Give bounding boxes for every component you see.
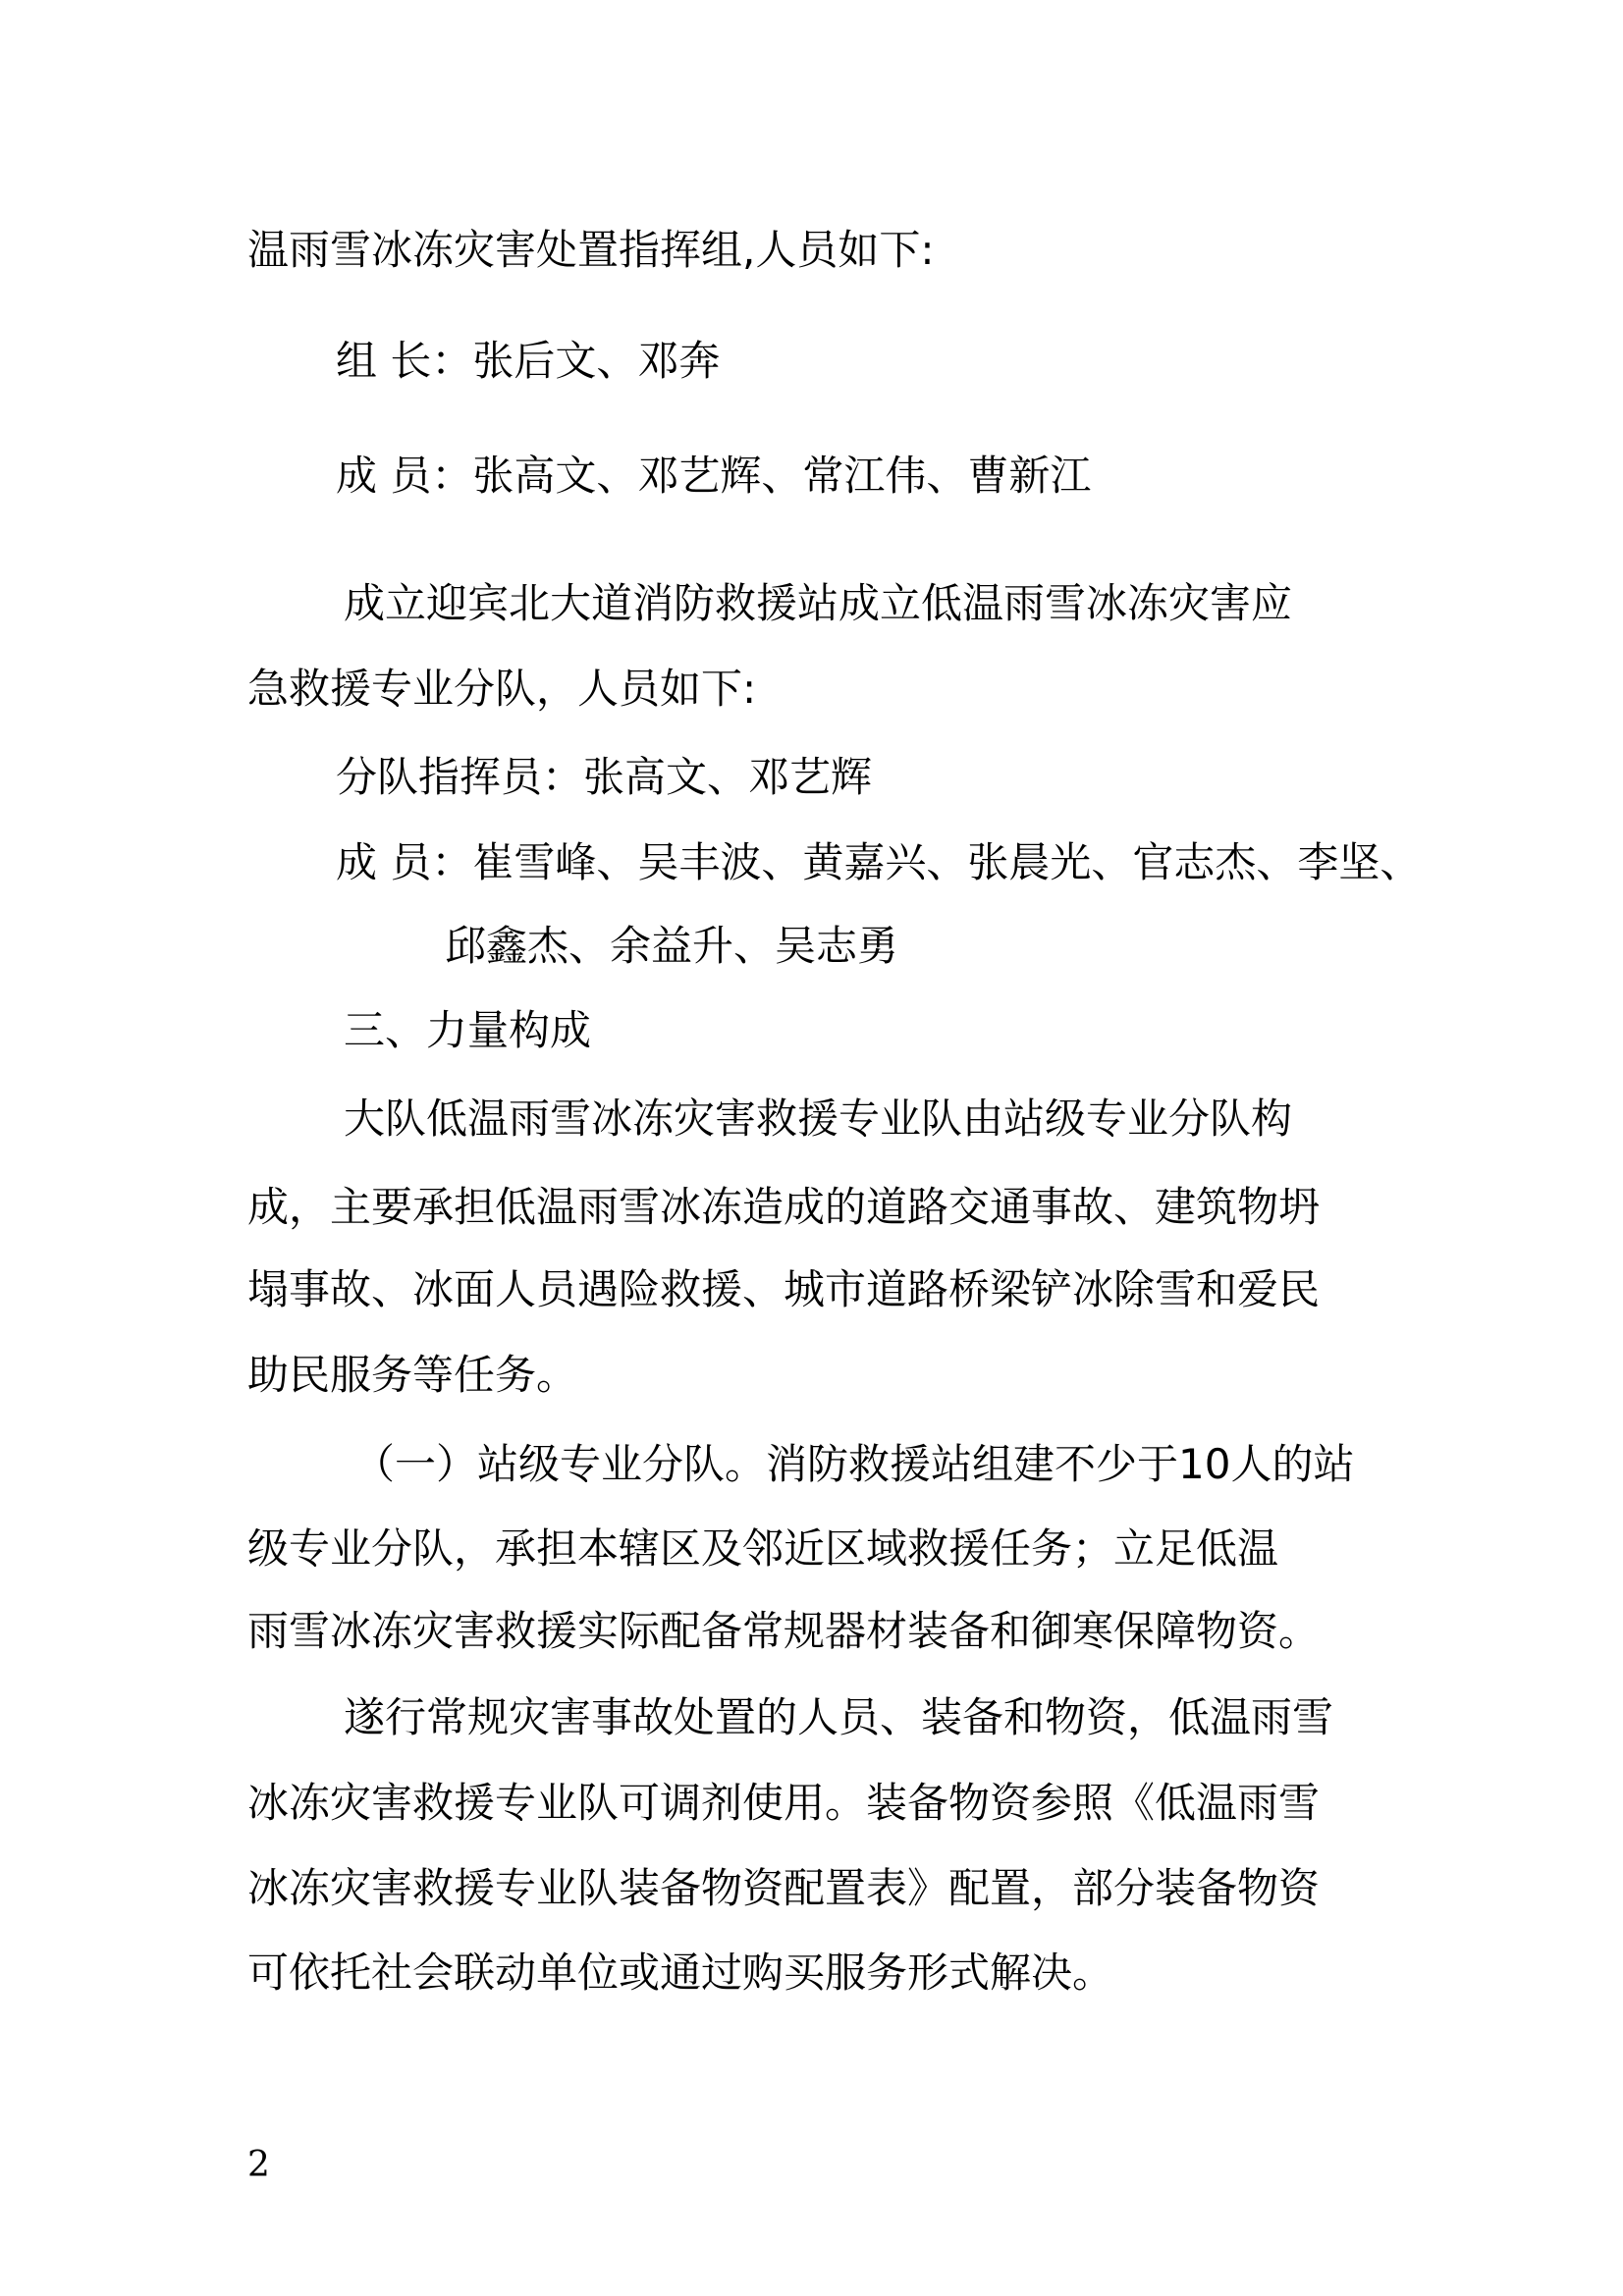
- text-line: 组 长：张后文、邓奔: [336, 337, 721, 385]
- page-number: 2: [247, 2145, 270, 2185]
- text-line: 邱鑫杰、余益升、吴志勇: [445, 922, 899, 970]
- text-line: 温雨雪冰冻灾害处置指挥组,人员如下:: [247, 226, 935, 274]
- text-line: 雨雪冰冻灾害救援实际配备常规器材装备和御寒保障物资。: [247, 1607, 1321, 1655]
- text-line: 塌事故、冰面人员遇险救援、城市道路桥梁铲冰除雪和爱民: [247, 1265, 1321, 1313]
- text-line: 可依托社会联动单位或通过购买服务形式解决。: [247, 1949, 1114, 1997]
- section-heading: 三、力量构成: [344, 1006, 592, 1054]
- text-line: 成立迎宾北大道消防救援站成立低温雨雪冰冻灾害应: [344, 579, 1293, 627]
- text-line: 助民服务等任务。: [247, 1351, 578, 1399]
- text-line: 急救援专业分队，人员如下:: [247, 665, 757, 713]
- text-line: 分队指挥员：张高文、邓艺辉: [336, 753, 873, 801]
- text-line: 冰冻灾害救援专业队可调剂使用。装备物资参照《低温雨雪: [247, 1779, 1321, 1827]
- text-line: 遂行常规灾害事故处置的人员、装备和物资，低温雨雪: [344, 1693, 1334, 1741]
- text-line: 成，主要承担低温雨雪冰冻造成的道路交通事故、建筑物坍: [247, 1183, 1321, 1231]
- text-line: 冰冻灾害救援专业队装备物资配置表》配置，部分装备物资: [247, 1864, 1321, 1912]
- text-line: 成 员：崔雪峰、吴丰波、黄嘉兴、张晨光、官志杰、李坚、: [336, 838, 1422, 886]
- text-line: 级专业分队，承担本辖区及邻近区域救援任务；立足低温: [247, 1524, 1279, 1573]
- text-line: （一）站级专业分队。消防救援站组建不少于10人的站: [353, 1440, 1355, 1488]
- text-line: 大队低温雨雪冰冻灾害救援专业队由站级专业分队构: [344, 1095, 1293, 1143]
- text-line: 成 员：张高文、邓艺辉、常江伟、曹新江: [336, 452, 1092, 500]
